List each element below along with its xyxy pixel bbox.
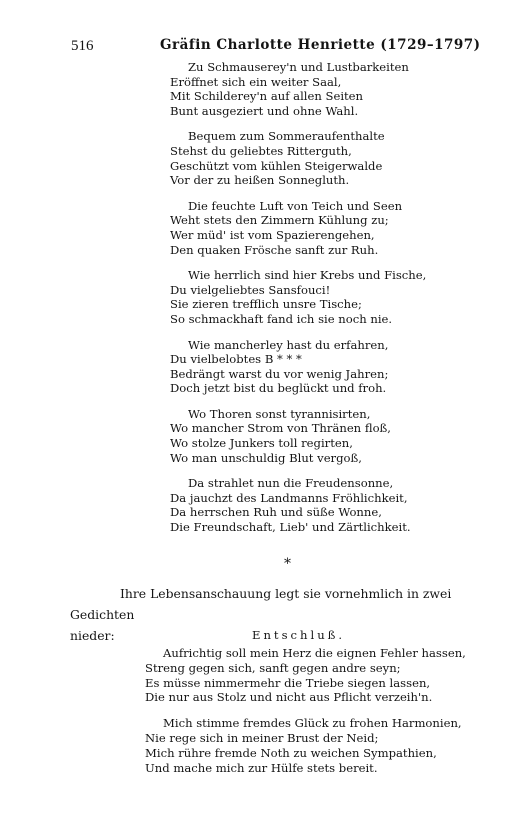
poem-line: Eröffnet sich ein weiter Saal, <box>170 74 342 89</box>
prose-line-2: nieder: <box>70 628 115 643</box>
poem-line: Weht stets den Zimmern Kühlung zu; <box>170 213 389 228</box>
page-number: 516 <box>71 38 94 54</box>
poem-line: Wo stolze Junkers toll regirten, <box>170 436 353 451</box>
poem-line: Aufrichtig soll mein Herz die eignen Fehler hassen, <box>163 646 466 660</box>
poem-line: Wer müd' ist vom Spazierengehen, <box>170 227 375 242</box>
poem-line: Wo man unschuldig Blut vergoß, <box>170 450 362 465</box>
prose-line-1: Ihre Lebensanschauung legt sie vornehmlich in zwei Gedichten <box>70 586 452 622</box>
poem-line: So schmackhaft fand ich sie noch nie. <box>170 311 393 326</box>
poem-line: Vor der zu heißen Sonnegluth. <box>170 173 350 188</box>
poem-line: Die feuchte Luft von Teich und Seen <box>188 198 403 213</box>
poem-line: Da jauchzt des Landmanns Fröhlichkeit, <box>170 490 408 505</box>
poem-line: Mit Schilderey'n auf allen Seiten <box>170 89 364 104</box>
poem-line: Wie herrlich sind hier Krebs und Fische, <box>188 268 427 283</box>
poem-line: Doch jetzt bist du beglückt und froh. <box>170 381 387 396</box>
poem-line: Mich rühre fremde Noth zu weichen Sympathien, <box>145 745 437 760</box>
stanza <box>145 716 466 775</box>
poem-line: Nie rege sich in meiner Brust der Neid; <box>145 730 379 745</box>
poem-line: Wo mancher Strom von Thränen floß, <box>170 421 391 436</box>
poem-line: Wie mancherley hast du erfahren, <box>188 337 389 352</box>
poem-line: Sie zieren trefflich unsre Tische; <box>170 297 362 312</box>
poem-line: Den quaken Frösche sanft zur Ruh. <box>170 242 379 257</box>
poem-line: Geschützt vom kühlen Steigerwalde <box>170 158 383 173</box>
poem-line: Da herrschen Ruh und süße Wonne, <box>170 505 382 520</box>
running-head: Gräfin Charlotte Henriette (1729–1797) <box>160 37 481 53</box>
section-separator: * <box>284 556 291 572</box>
poem-line: Streng gegen sich, sanft gegen andre seyn; <box>145 660 401 675</box>
stanza <box>170 338 426 396</box>
stanza <box>170 268 426 326</box>
poem-line: Bedrängt warst du vor wenig Jahren; <box>170 366 389 381</box>
stanza <box>170 407 426 465</box>
poem-line: Bunt ausgeziert und ohne Wahl. <box>170 103 359 118</box>
poem-line: Die nur aus Stolz und nicht aus Pflicht verzeih'n. <box>145 690 433 705</box>
poem-line: Stehst du geliebtes Ritterguth, <box>170 143 352 158</box>
stanza <box>170 129 426 187</box>
poem-line: Zu Schmauserey'n und Lustbarkeiten <box>188 60 409 74</box>
poem-title: Entschluß. <box>252 628 346 642</box>
poem-line: Du vielgeliebtes Sansfouci! <box>170 282 331 297</box>
poem-entschluss <box>145 646 466 786</box>
poem-line: Die Freundschaft, Lieb' und Zärtlichkeit. <box>170 520 411 535</box>
poem-line: Und mache mich zur Hülfe stets bereit. <box>145 760 378 775</box>
poem-line: Da strahlet nun die Freudensonne, <box>188 476 394 491</box>
poem-line: Wo Thoren sonst tyrannisirten, <box>188 406 371 421</box>
poem-line: Es müsse nimmermehr die Triebe siegen lassen, <box>145 675 431 690</box>
stanza <box>170 199 426 257</box>
stanza <box>145 646 466 705</box>
poem-line: Bequem zum Sommeraufenthalte <box>188 129 385 144</box>
poem-line: Du vielbelobtes B * * * <box>170 352 302 367</box>
poem-line: Mich stimme fremdes Glück zu frohen Harmonien, <box>163 716 462 731</box>
stanza <box>170 476 426 534</box>
stanza <box>170 60 426 118</box>
poem-sansfouci <box>170 60 426 546</box>
